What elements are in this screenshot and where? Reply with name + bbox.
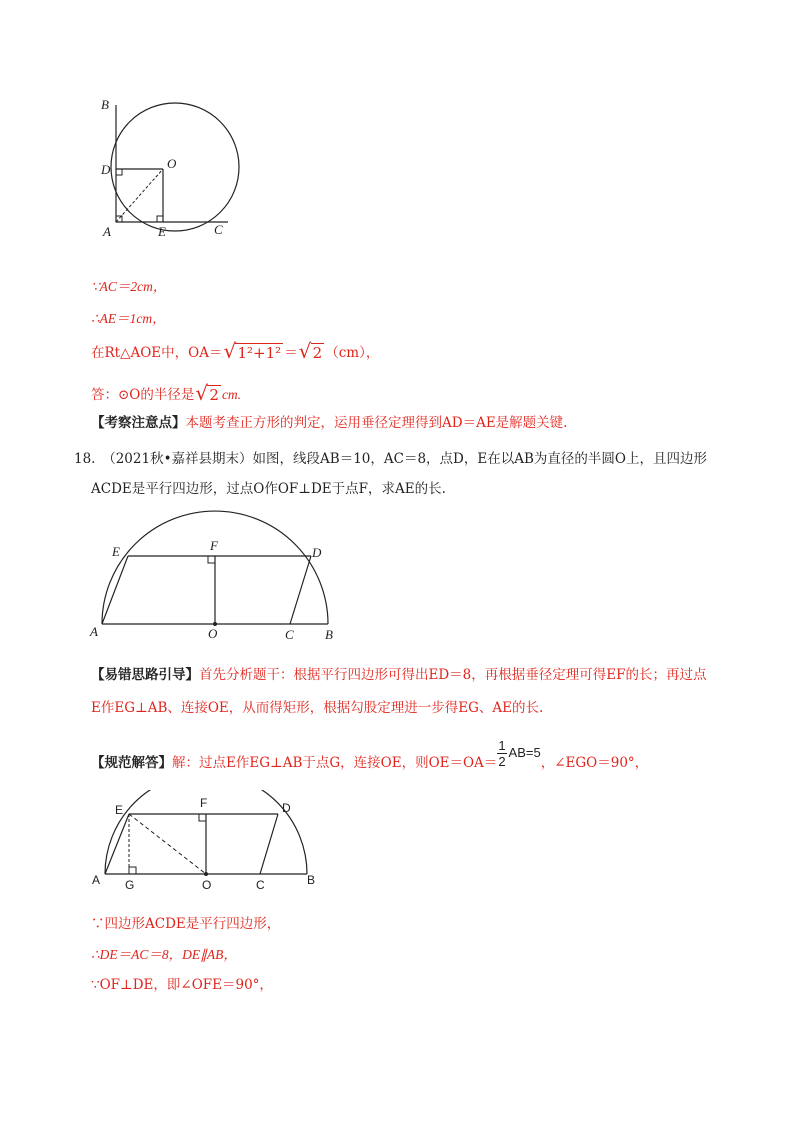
label-c: C [256,878,265,892]
label-d: D [312,545,322,560]
sol18-line3: ∵OF⊥DE，即∠OFE＝90°， [91,977,273,993]
answer-post: ，∠EGO＝90°， [540,755,649,771]
point-o [204,872,208,876]
sol18-line1: ∵四边形ACDE是平行四边形， [91,916,281,932]
sol17-line4: 答：⊙O的半径是 √ 2 cm. [91,381,242,405]
figure-semicircle-parallelogram [88,505,350,645]
figure-circle-svg [90,92,250,242]
right-angle-f [208,556,215,563]
side-dc [260,814,278,874]
right-angle-e [157,216,163,222]
label-c: C [285,627,294,642]
note-tag: 【考察注意点】 [91,415,186,431]
label-e: E [115,803,124,817]
right-angle-g [129,867,136,874]
sqrt-2: √ 2 [298,339,323,363]
answer-tag: 【规范解答】 [91,755,172,771]
label-c: C [214,222,223,237]
figure-semicircle-svg [88,505,350,645]
label-a: A [90,624,98,639]
label-b: B [101,97,109,112]
sqrt-3: √ 2 [195,381,219,405]
answer-line [91,738,649,779]
segment-ao-dashed [116,169,163,222]
side-dc [290,556,311,624]
label-b: B [325,627,333,642]
fraction-half: $\frac{1}{2}$ [498,738,506,769]
hint-tag: 【易错思路引导】 [91,667,199,683]
q18-line1: 18. （2021秋•嘉祥县期末）如图，线段AB＝10，AC＝8，点D，E在以AB为直径的半圆O上，且四边形 [74,451,707,467]
label-g: G [125,878,135,892]
sol17-line3-pre: 在Rt△AOE中，OA＝ [91,345,223,361]
note-text: 本题考查正方形的判定，运用垂径定理得到AD＝AE是解题关键. [185,415,568,431]
fraction-tail: AB=5 [508,745,541,760]
sqrt-1: √ 1²+1² [223,339,282,363]
right-angle-d [116,169,122,175]
sol17-line2: ∴AE＝1cm， [91,311,166,326]
label-f: F [200,796,208,810]
hint-text-1: 首先分析题干：根据平行四边形可得出ED＝8，再根据垂径定理可得EF的长；再过点 [199,667,707,683]
answer-pre: 解：过点E作EG⊥AB于点G，连接OE，则OE＝OA＝ [172,755,498,771]
sol18-line2: ∴DE＝AC＝8，DE∥AB， [91,947,237,962]
q18-line2: ACDE是平行四边形，过点O作OF⊥DE于点F，求AE的长. [91,481,446,497]
hint-line1 [91,665,707,685]
figure-construction-svg [88,790,328,895]
label-a: A [103,224,111,239]
figure-semicircle-construction [88,790,328,895]
right-angle-f [199,814,206,821]
sol17-line1: ∵AC＝2cm， [91,279,167,294]
hint-line2: E作EG⊥AB、连接OE，从而得矩形，根据勾股定理进一步得EG、AE的长. [91,700,544,716]
sol17-note [91,413,567,433]
label-f: F [210,538,218,553]
sol17-line3: 在Rt△AOE中，OA＝ √ 1²+1² ＝ √ 2 （cm）， [91,339,380,363]
label-o: O [202,878,212,892]
figure-circle-square [90,92,250,242]
label-d: D [282,801,291,815]
label-o: O [167,156,177,171]
label-o: O [208,626,218,641]
label-e: E [158,224,166,239]
label-e: E [112,544,120,559]
side-ae [102,556,128,624]
side-ae [105,814,129,874]
label-a: A [92,873,101,887]
label-d: D [101,162,111,177]
segment-eo-dashed [129,814,206,874]
label-b: B [307,873,316,887]
